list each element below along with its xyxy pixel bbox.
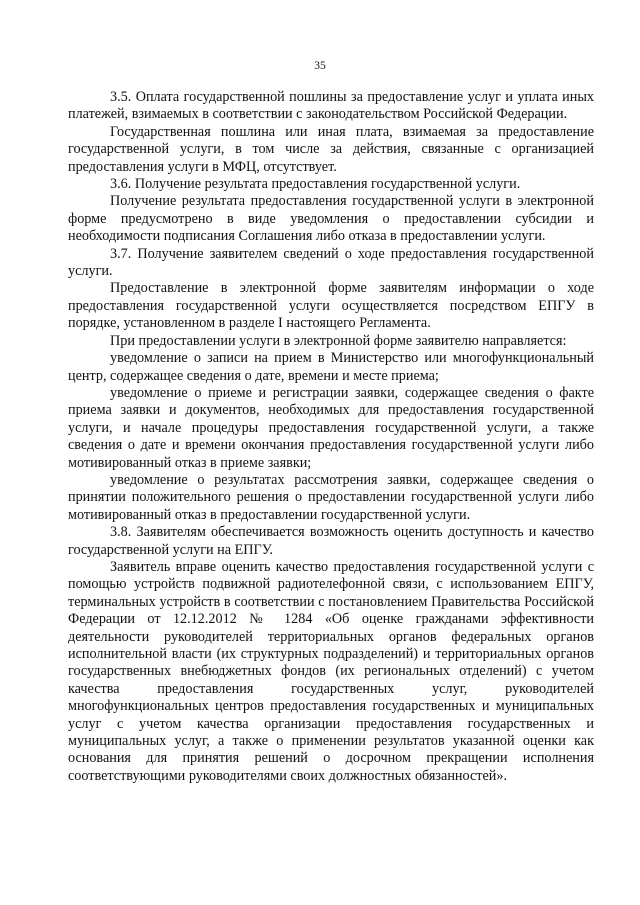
document-body xyxy=(68,89,594,785)
paragraph-progress-info: Предоставление в электронной форме заявителям информации о ходе предоставления государственной услуги осуществляется посредством ЕПГУ в порядке, установленном в разделе I настоящего Регламента. xyxy=(68,280,594,332)
paragraph-quality-evaluation: Заявитель вправе оценить качество предоставления государственной услуги с помощью устройств подвижной радиотелефонной связи, с использованием ЕПГУ, терминальных устройств в соответствии с постановлением Правительства Российской Федерации от 12.12.2012 № 1284 «Об оценке гражданами эффективности деятельности руководителей территориальных органов федеральных органов исполнительной власти (их структурных подразделений) и территориальных органов государственных внебюджетных фондов (их региональных отделений) с учетом качества предоставления государственных услуг, руководителей многофункциональных центров предоставления государственных и муниципальных услуг с учетом качества организации предоставления государственных и муниципальных услуг, а также о применении результатов указанной оценки как основания для принятия решений о досрочном прекращении исполнения соответствующими руководителями своих должностных обязанностей». xyxy=(68,558,594,784)
paragraph-notification-appointment: уведомление о записи на прием в Министерство или многофункциональный центр, содержащее сведения о дате, времени и месте приема; xyxy=(68,350,594,384)
paragraph-notifications-intro: При предоставлении услуги в электронной форме заявителю направляется: xyxy=(110,332,567,349)
paragraph-result-info: Получение результата предоставления государственной услуги в электронной форме предусмотрено в виде уведомления о предоставлении субсидии и необходимости подписания Соглашения либо отказа в предоставлении услуги. xyxy=(68,193,594,245)
paragraph-3-6-heading: 3.6. Получение результата предоставления государственной услуги. xyxy=(110,176,521,193)
paragraph-3-5-heading: 3.5. Оплата государственной пошлины за предоставление услуг и уплата иных платежей, взимаемых в соответствии с законодательством Российской Федерации. xyxy=(68,89,594,123)
paragraph-notification-result: уведомление о результатах рассмотрения заявки, содержащее сведения о принятии положительного решения о предоставлении государственной услуги либо мотивированный отказ в предоставлении государственной услуги. xyxy=(68,471,594,523)
page-number: 35 xyxy=(314,60,326,72)
paragraph-fee-info: Государственная пошлина или иная плата, взимаемая за предоставление государственной услуги, в том числе за действия, связанные с организацией предоставления услуги в МФЦ, отсутствует. xyxy=(68,123,594,175)
paragraph-3-7-heading: 3.7. Получение заявителем сведений о ходе предоставления государственной услуги. xyxy=(68,245,594,280)
paragraph-3-8-heading: 3.8. Заявителям обеспечивается возможность оценить доступность и качество государственной услуги на ЕПГУ. xyxy=(68,524,594,558)
paragraph-notification-registration: уведомление о приеме и регистрации заявки, содержащее сведения о факте приема заявки и документов, необходимых для предоставления государственной услуги, и начале процедуры предоставления государственной услуги, а также сведения о дате и времени окончания предоставления государственной услуги либо мотивированный отказ в приеме заявки; xyxy=(68,384,594,471)
